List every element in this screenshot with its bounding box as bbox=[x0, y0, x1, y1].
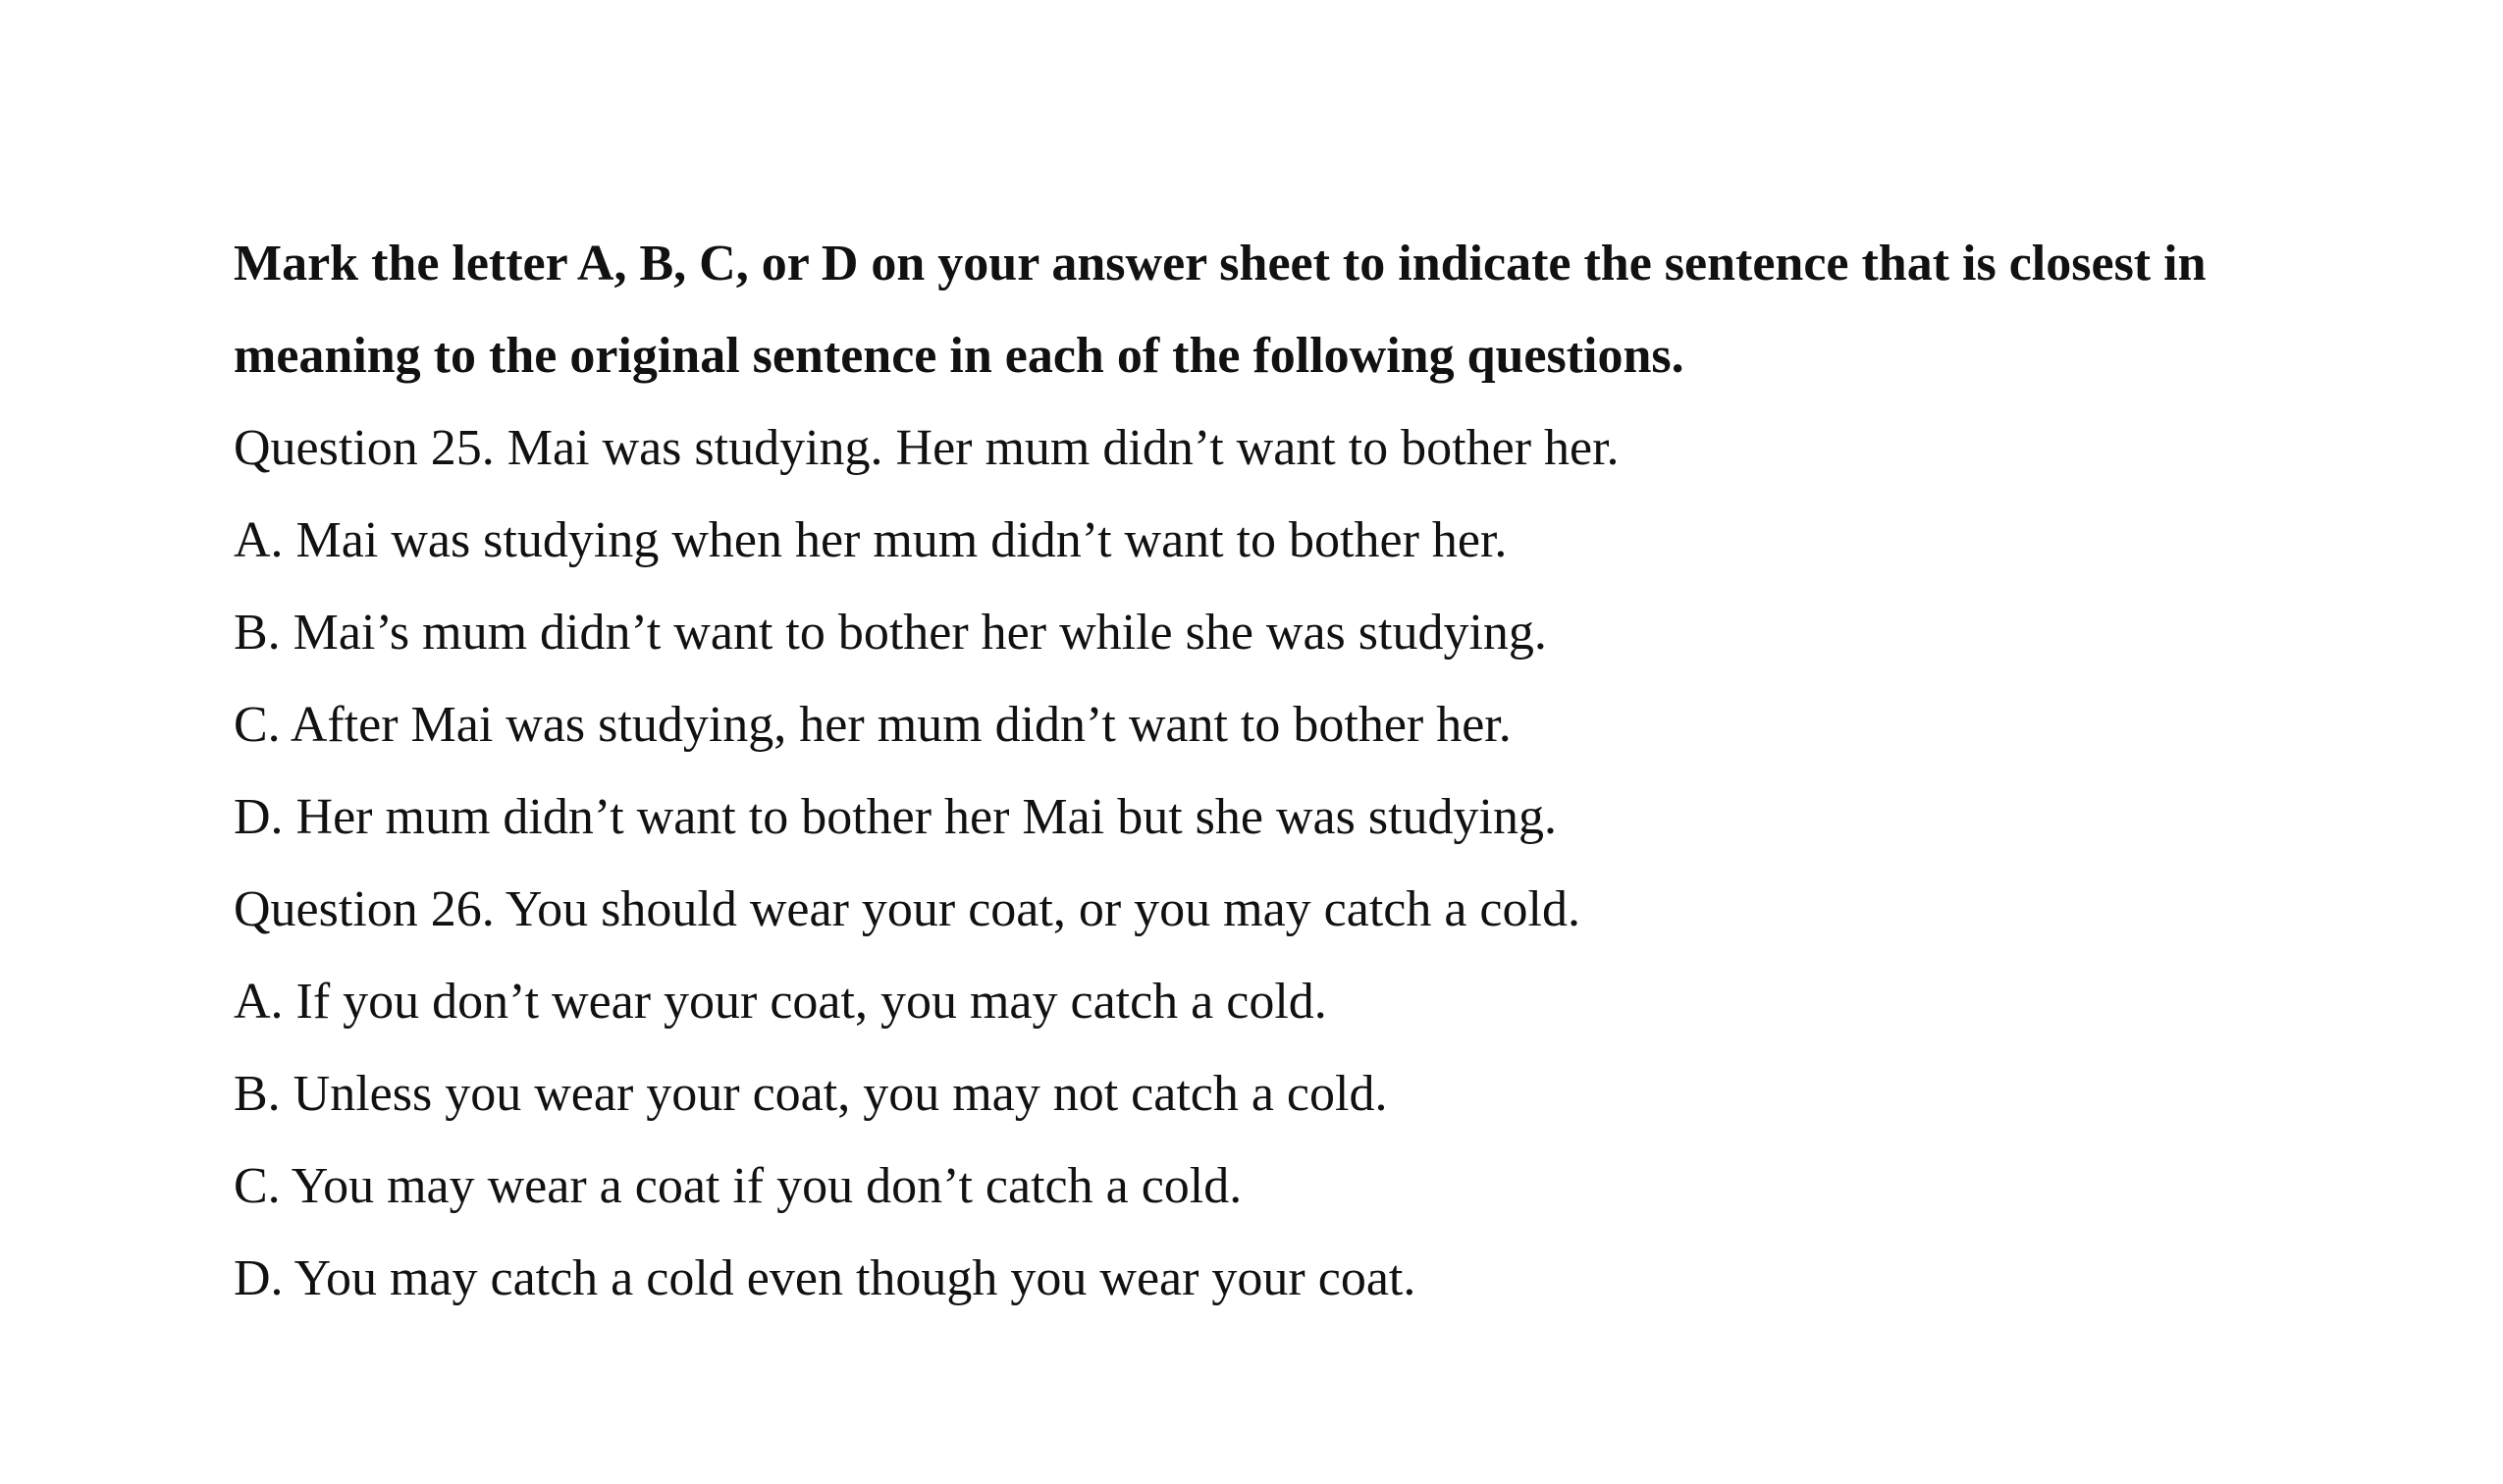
question-prompt: Question 26. You should wear your coat, or you may catch a cold. bbox=[234, 881, 1580, 937]
instruction-text: Mark the letter A, B, C, or D on your answer sheet to indicate the sentence that is closest in meaning to the original sentence in each of the following questions. bbox=[234, 236, 2207, 384]
document-content bbox=[234, 218, 2315, 1325]
option-b[interactable]: B. Mai’s mum didn’t want to bother her while she was studying. bbox=[234, 605, 1547, 661]
option-c[interactable]: C. You may wear a coat if you don’t catch a cold. bbox=[234, 1158, 1243, 1214]
option-c[interactable]: C. After Mai was studying, her mum didn’t want to bother her. bbox=[234, 697, 1512, 753]
question-25 bbox=[234, 402, 2315, 864]
option-d[interactable]: D. Her mum didn’t want to bother her Mai but she was studying. bbox=[234, 789, 1557, 845]
question-prompt: Question 25. Mai was studying. Her mum didn’t want to bother her. bbox=[234, 420, 1620, 476]
option-d[interactable]: D. You may catch a cold even though you wear your coat. bbox=[234, 1250, 1416, 1306]
option-b[interactable]: B. Unless you wear your coat, you may not catch a cold. bbox=[234, 1066, 1388, 1122]
option-a[interactable]: A. Mai was studying when her mum didn’t want to bother her. bbox=[234, 512, 1508, 568]
question-26 bbox=[234, 864, 2315, 1325]
option-a[interactable]: A. If you don’t wear your coat, you may catch a cold. bbox=[234, 974, 1327, 1030]
